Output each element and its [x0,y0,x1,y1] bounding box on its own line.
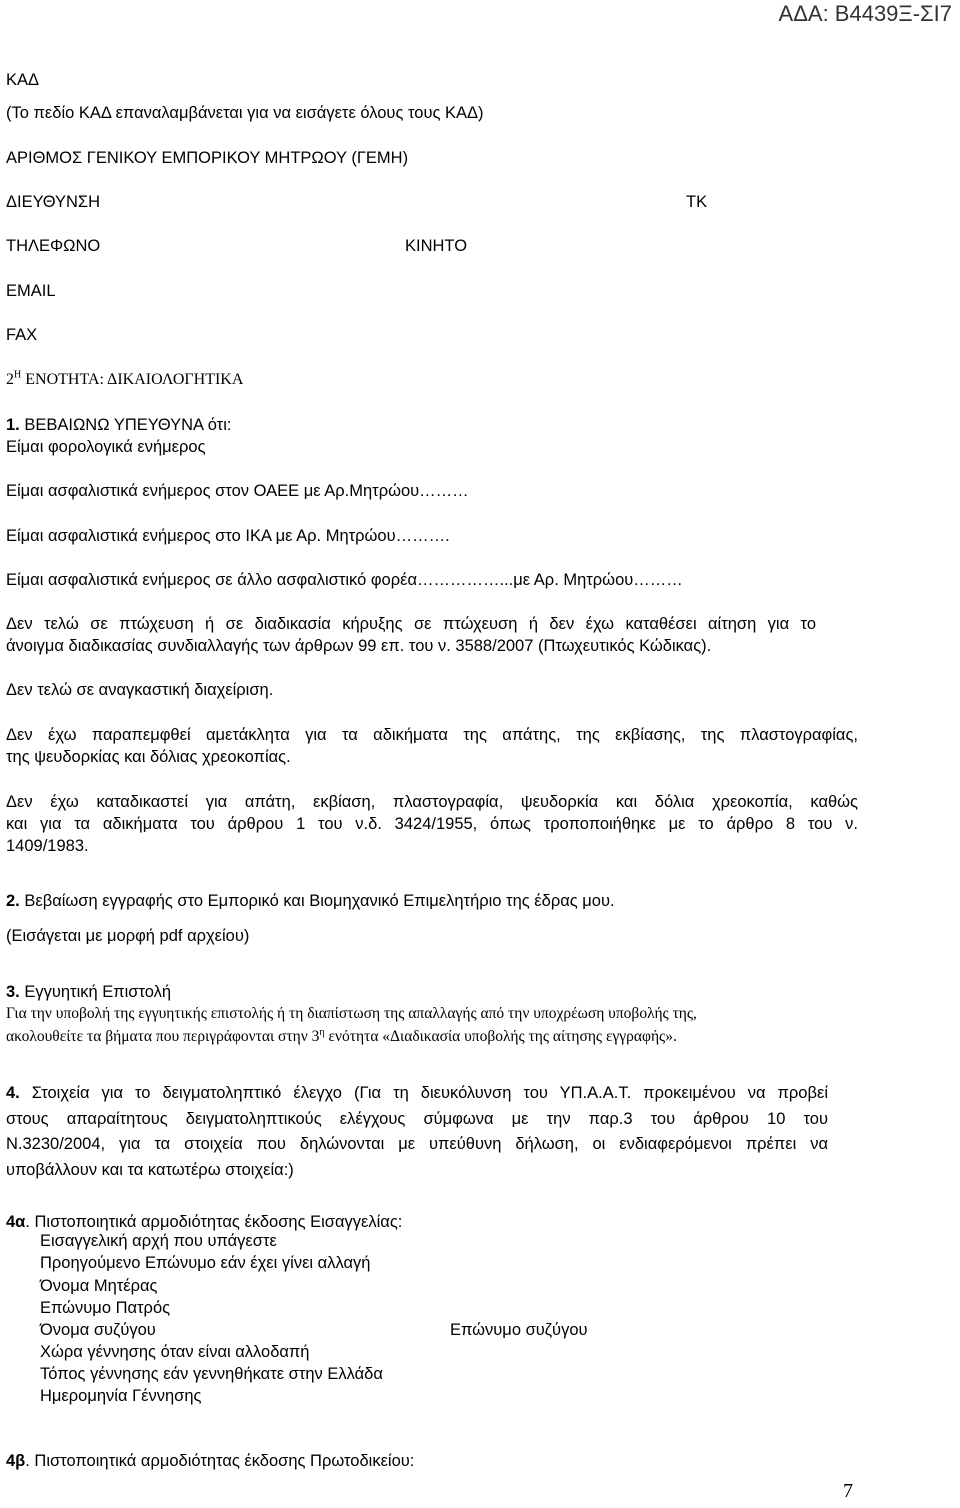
field-email: EMAIL [6,282,56,300]
item3-guarantee-title: 3. Εγγυητική Επιστολή [6,983,172,1001]
decl-referral-line1: Δεν έχω παραπεμφθεί αμετάκλητα για τα αδικήματα της απάτης, της εκβίασης, της πλαστογραφίας, [6,726,858,744]
item4-line4: υποβάλλουν και τα κατωτέρω στοιχεία:) [6,1161,294,1179]
item4a-birth-place: Τόπος γέννησης εάν γεννηθήκατε στην Ελλάδα [40,1365,383,1383]
item3-line1: Για την υποβολή της εγγυητικής επιστολής ή τη διαπίστωση της απαλλαγής από την υποχρέωση υποβολής της, [6,1005,697,1022]
item3-line2: ακολουθείτε τα βήματα που περιγράφονται στην $3^\eta$ ενότητα «Διαδικασία υποβολής της αίτησης εγγραφής». [6,1026,677,1045]
item2-chamber-certificate: 2. Βεβαίωση εγγραφής στο Εμπορικό και Βιομηχανικό Επιμελητήριο της έδρας μου. [6,892,615,910]
field-fax: FAX [6,326,38,344]
decl-referral-line2: της ψευδορκίας και δόλιας χρεοκοπίας. [6,748,291,766]
item4a-birth-date: Ημερομηνία Γέννησης [40,1387,202,1405]
decl-convicted-line1: Δεν έχω καταδικαστεί για απάτη, εκβίαση, πλαστογραφία, ψευδορκία και δόλια χρεοκοπία, καθώς [6,793,858,811]
decl-bankruptcy-line2: άνοιγμα διαδικασίας συνδιαλλαγής των άρθρων 99 επ. του ν. 3588/2007 (Πτωχευτικός Κώδικας). [6,637,712,655]
decl-receivership: Δεν τελώ σε αναγκαστική διαχείριση. [6,681,274,699]
decl-convicted-line2: και για τα αδικήματα του άρθρου 1 του ν.δ. 3424/1955, όπως τροποποιήθηκε με το άρθρο 8 του ν. [6,815,858,833]
item4-line2: στους απαραίτητους δειγματοληπτικούς ελέγχους σύμφωνα με την παρ.3 του άρθρου 10 του [6,1110,828,1128]
item4a-prosecutor: Εισαγγελική αρχή που υπάγεστε [40,1232,277,1250]
item4a-previous-surname: Προηγούμενο Επώνυμο εάν έχει γίνει αλλαγή [40,1254,371,1272]
item4a-father-surname: Επώνυμο Πατρός [40,1299,171,1317]
item4a-spouse-surname: Επώνυμο συζύγου [450,1321,588,1339]
ada-header-stamp: ΑΔΑ: Β4439Ξ-ΣΙ7 [778,1,952,26]
field-gemi: ΑΡΙΘΜΟΣ ΓΕΝΙΚΟΥ ΕΜΠΟΡΙΚΟΥ ΜΗΤΡΩΟΥ (ΓΕΜΗ) [6,149,409,167]
field-address: ΔΙΕΥΘΥΝΣΗ [6,193,101,211]
decl-oaee: Είμαι ασφαλιστικά ενήμερος στον ΟΑΕΕ με Αρ.Μητρώου……… [6,482,469,500]
item2-pdf-note: (Εισάγεται με μορφή pdf αρχείου) [6,927,250,945]
field-kad: ΚΑΔ [6,71,40,89]
item4a-mother-name: Όνομα Μητέρας [40,1277,158,1295]
section2-heading: $2^H$ ΕΝΟΤΗΤΑ: ΔΙΚΑΙΟΛΟΓΗΤΙΚΑ [6,369,244,388]
field-tk: ΤΚ [686,193,708,211]
decl-bankruptcy-line1: Δεν τελώ σε πτώχευση ή σε διαδικασία κήρυξης σε πτώχευση ή δεν έχω καταθέσει αίτηση για το [6,615,816,633]
decl-tax: Είμαι φορολογικά ενήμερος [6,438,206,456]
field-mobile: ΚΙΝΗΤΟ [405,237,468,255]
decl-other-fund: Είμαι ασφαλιστικά ενήμερος σε άλλο ασφαλιστικό φορέα……………...με Αρ. Μητρώου……… [6,571,683,589]
field-phone: ΤΗΛΕΦΩΝΟ [6,237,101,255]
field-kad-note: (Το πεδίο ΚΑΔ επαναλαμβάνεται για να εισάγετε όλους τους ΚΑΔ) [6,104,484,122]
page-number: 7 [843,1480,853,1502]
declaration-heading: 1. ΒΕΒΑΙΩΝΩ ΥΠΕΥΘΥΝΑ ότι: [6,416,232,434]
item4a-title: 4α. Πιστοποιητικά αρμοδιότητας έκδοσης Εισαγγελίας: [6,1213,403,1231]
item4-line1: 4. Στοιχεία για το δειγματοληπτικό έλεγχο (Για τη διευκόλυνση του ΥΠ.Α.Α.Τ. προκειμένου να προβεί [6,1084,828,1102]
item4-line3: Ν.3230/2004, για τα στοιχεία που δηλώνονται με υπεύθυνη δήλωση, οι ενδιαφερόμενοι πρέπει να [6,1135,828,1153]
item4a-spouse-name: Όνομα συζύγου [40,1321,156,1339]
item4a-birth-country: Χώρα γέννησης όταν είναι αλλοδαπή [40,1343,310,1361]
item4b-title: 4β. Πιστοποιητικά αρμοδιότητας έκδοσης Πρωτοδικείου: [6,1452,415,1470]
decl-convicted-line3: 1409/1983. [6,837,89,855]
decl-ika: Είμαι ασφαλιστικά ενήμερος στο ΙΚΑ με Αρ. Μητρώου………. [6,527,450,545]
